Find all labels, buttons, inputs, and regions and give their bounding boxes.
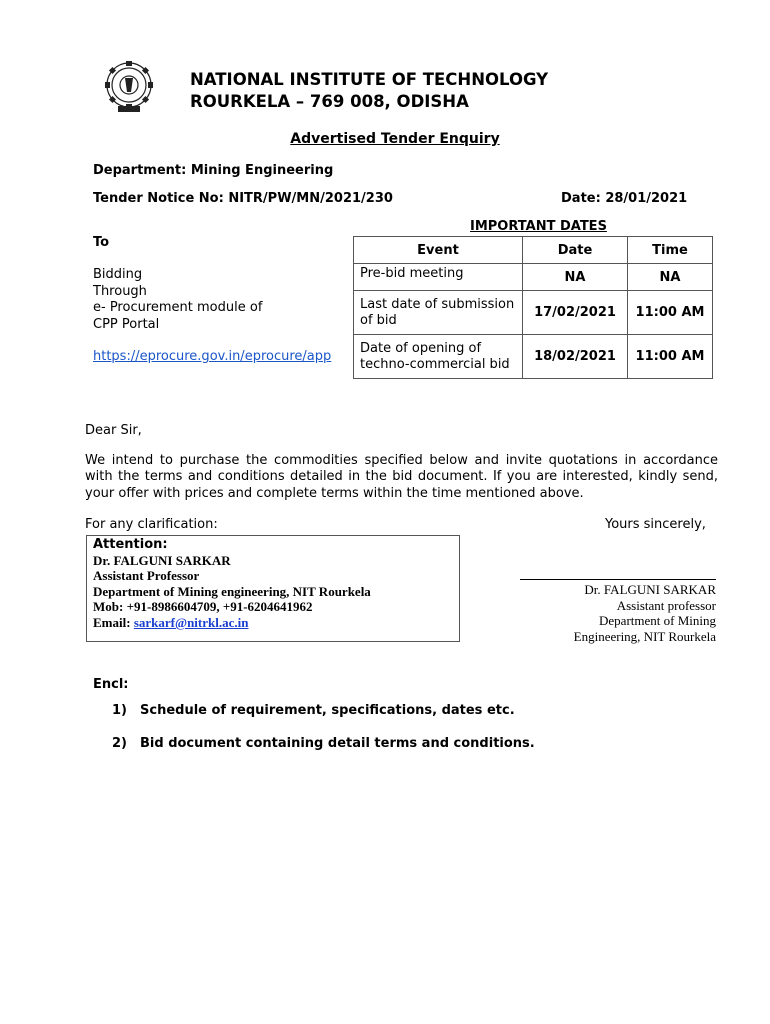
contact-mobile: Mob: +91-8986604709, +91-6204641962 bbox=[93, 599, 313, 615]
contact-department: Department of Mining engineering, NIT Rourkela bbox=[93, 583, 371, 599]
enclosure-item bbox=[112, 736, 535, 751]
nit-logo bbox=[98, 60, 160, 116]
signatory-department: Engineering, NIT Rourkela bbox=[573, 628, 716, 644]
enclosures-label: Encl: bbox=[93, 677, 129, 692]
tender-notice-number: Tender Notice No: NITR/PW/MN/2021/230 bbox=[93, 191, 393, 206]
table-row bbox=[354, 335, 713, 379]
contact-designation: Assistant Professor bbox=[93, 568, 200, 584]
enclosure-text: Schedule of requirement, specifications, dates etc. bbox=[140, 703, 515, 718]
table-header-row bbox=[354, 237, 713, 264]
time-cell: 11:00 AM bbox=[628, 335, 713, 379]
salutation: Dear Sir, bbox=[85, 423, 142, 438]
important-dates-table bbox=[353, 236, 713, 379]
date-cell: 17/02/2021 bbox=[523, 291, 628, 335]
signatory-designation: Assistant professor bbox=[616, 597, 716, 613]
addressee-line: Through bbox=[93, 283, 147, 299]
signatory-department: Department of Mining bbox=[599, 613, 716, 628]
enclosure-number: 1) bbox=[112, 703, 127, 718]
notice-date: Date: 28/01/2021 bbox=[561, 191, 688, 206]
institute-name bbox=[190, 69, 548, 113]
table-row bbox=[354, 291, 713, 335]
enclosure-item bbox=[112, 703, 515, 718]
column-header: Date bbox=[523, 237, 628, 264]
column-header: Time bbox=[628, 237, 713, 264]
signatory-name: Dr. FALGUNI SARKAR bbox=[584, 582, 716, 597]
event-cell: Pre-bid meeting bbox=[354, 264, 523, 291]
institute-line1: NATIONAL INSTITUTE OF TECHNOLOGY bbox=[190, 70, 549, 89]
attention-box bbox=[86, 535, 460, 642]
addressee-line: e- Procurement module of bbox=[93, 300, 263, 315]
department: Department: Mining Engineering bbox=[93, 163, 334, 178]
date-cell: 18/02/2021 bbox=[523, 335, 628, 379]
eprocure-link[interactable]: https://eprocure.gov.in/eprocure/app bbox=[93, 349, 332, 364]
enclosure-text: Bid document containing detail terms and conditions. bbox=[140, 736, 535, 751]
important-dates-title: IMPORTANT DATES bbox=[470, 219, 607, 234]
institute-line2: ROURKELA – 769 008, ODISHA bbox=[190, 92, 469, 111]
addressee-line: Bidding bbox=[93, 267, 143, 282]
signature-block bbox=[520, 579, 716, 644]
to-label: To bbox=[93, 235, 110, 250]
contact-name: Dr. FALGUNI SARKAR bbox=[93, 552, 231, 568]
body-paragraph: We intend to purchase the commodities specified below and invite quotations in accordance with the terms and conditions detailed in the bid document. If you are interested, kindly send, your offer with prices and complete terms within the time mentioned above. bbox=[85, 453, 718, 501]
column-header: Event bbox=[354, 237, 523, 264]
time-cell: NA bbox=[628, 264, 713, 291]
time-cell: 11:00 AM bbox=[628, 291, 713, 335]
document-title: Advertised Tender Enquiry bbox=[290, 131, 500, 147]
attention-heading: Attention: bbox=[93, 537, 168, 552]
event-cell: Date of opening of techno-commercial bid bbox=[354, 335, 523, 379]
contact-email-link[interactable]: sarkarf@nitrkl.ac.in bbox=[133, 614, 249, 630]
clarification-label: For any clarification: bbox=[85, 517, 218, 532]
enclosure-number: 2) bbox=[112, 736, 127, 751]
addressee-line: CPP Portal bbox=[93, 316, 160, 332]
date-cell: NA bbox=[523, 264, 628, 291]
table-row bbox=[354, 264, 713, 291]
addressee-block bbox=[93, 267, 331, 366]
email-label: Email: bbox=[93, 614, 134, 630]
event-cell: Last date of submission of bid bbox=[354, 291, 523, 335]
closing: Yours sincerely, bbox=[605, 517, 706, 532]
